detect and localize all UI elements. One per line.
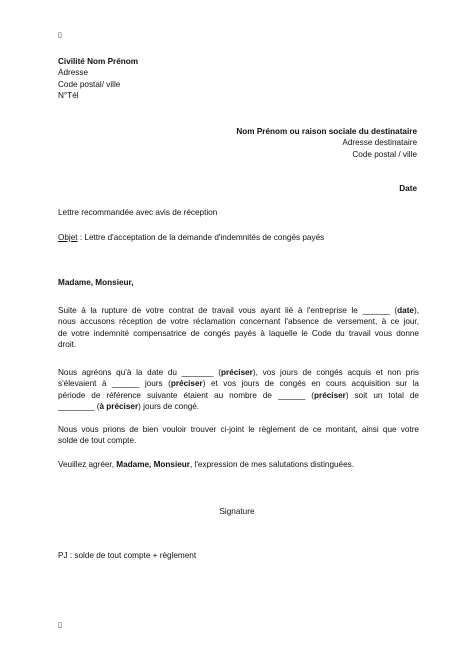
- p1-line-3: de votre indemnité compensatrice de congés payés à laquelle le Code du travail vous donne: [58, 328, 419, 338]
- paragraph-conges: [58, 367, 419, 413]
- p2-line-3: période de référence suivante étaient au nombre de ______ (préciser) soit un total de: [58, 390, 419, 400]
- subject-line: [58, 232, 418, 243]
- recipient-postal: Code postal / ville: [352, 149, 417, 159]
- p2-line-4: ________ (à préciser) jours de congé.: [58, 402, 200, 412]
- attachments-line: PJ : solde de tout compte + règlement: [58, 551, 197, 560]
- paragraph-rupture: [58, 305, 419, 351]
- sender-phone: N°Tél: [58, 91, 79, 101]
- p2-line-1: Nous agréons qu'à la date du _______ (préciser), vos jours de congés acquis et non pris: [58, 368, 419, 377]
- recipient-address: Adresse destinataire: [342, 138, 417, 148]
- paragraph-closing: Veuillez agréer, Madame, Monsieur, l'expression de mes salutations distinguées.: [58, 460, 355, 469]
- delivery-mode: Lettre recommandée avec avis de réception: [58, 208, 218, 217]
- p1-line-1: Suite à la rupture de votre contrat de travail vous ayant lié à l'entreprise le ______ (date),: [58, 306, 419, 315]
- top-marker: ▯: [58, 32, 62, 39]
- subject-text: : Lettre d'acceptation de la demande d'indemnités de congés payés: [77, 233, 325, 242]
- p3-line-2: solde de tout compte.: [58, 436, 137, 446]
- p2-line-2: s'élevaient à ______ jours (préciser) et vos jours de congés en cours acquisition sur la: [58, 379, 419, 389]
- bottom-marker: ▯: [58, 622, 62, 629]
- subject-label: Objet: [58, 233, 78, 242]
- p1-line-2: nous accusons réception de votre réclamation concernant l'absence de versement, à ce jour,: [58, 317, 419, 327]
- sender-postal: Code postal/ ville: [58, 79, 121, 89]
- signature: Signature: [219, 507, 255, 516]
- salutation: Madame, Monsieur,: [58, 278, 134, 287]
- recipient-block: [157, 126, 417, 160]
- sender-address: Adresse: [58, 68, 89, 78]
- p1-line-4: droit.: [58, 340, 77, 350]
- sender-block: [58, 56, 258, 102]
- letter-date: Date: [399, 184, 417, 193]
- paragraph-reglement: [58, 424, 419, 447]
- p3-line-1: Nous vous prions de bien vouloir trouver ci-joint le règlement de ce montant, ainsi que votre: [58, 425, 419, 434]
- recipient-name: Nom Prénom ou raison sociale du destinataire: [236, 127, 417, 136]
- sender-name: Civilité Nom Prénom: [58, 57, 139, 66]
